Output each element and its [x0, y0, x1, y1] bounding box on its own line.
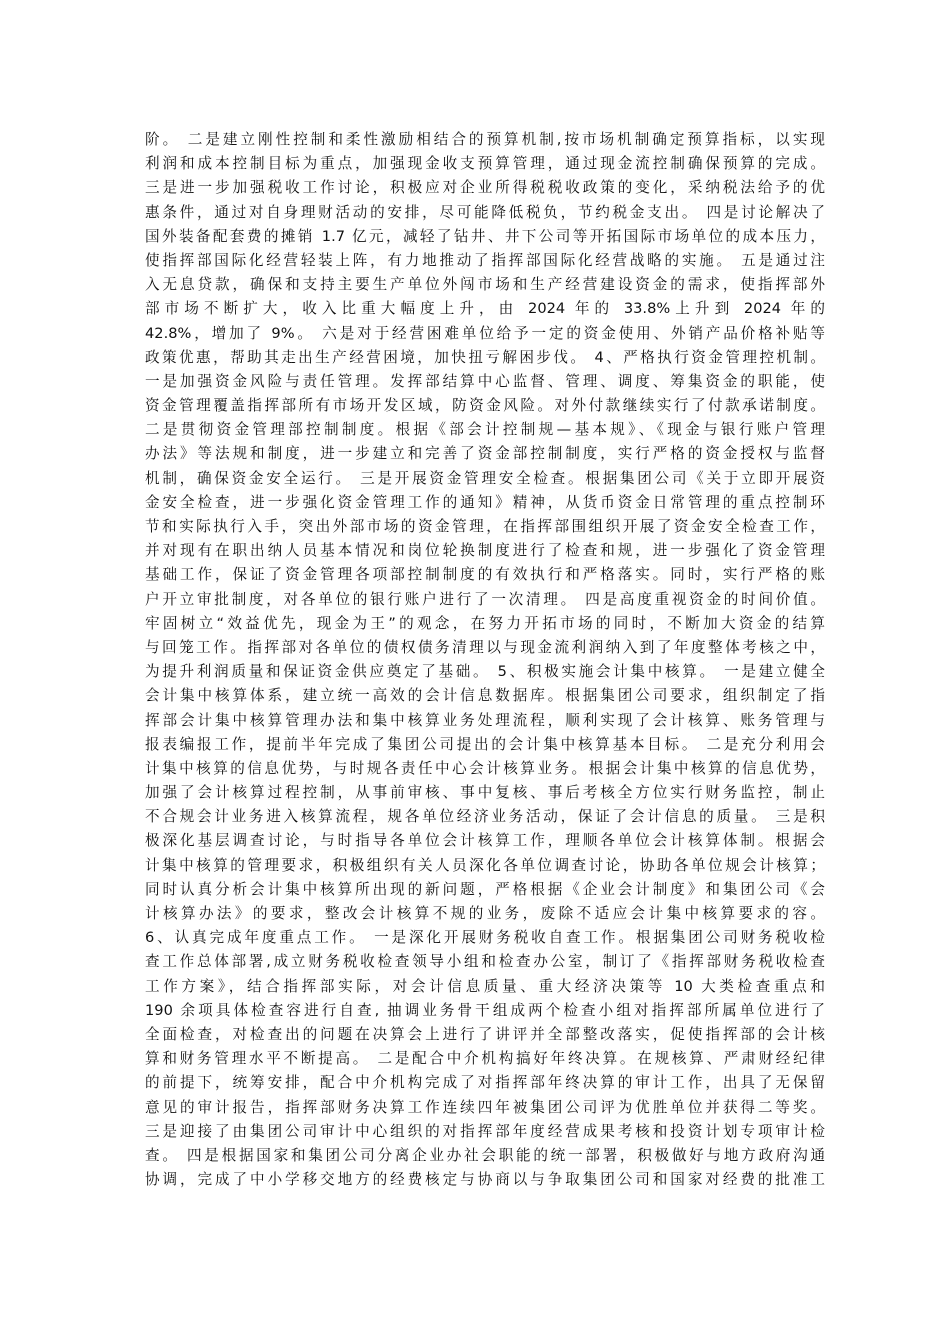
text-line: 计核算办法》的要求，整改会计核算不规的业务，废除不适应会计集中核算要求的容。: [145, 905, 825, 922]
text-line: 的前提下，统筹安排，配合中介机构完成了对指挥部年终决算的审计工作，出具了无保留: [145, 1074, 825, 1092]
text-line: 查工作总体部署,成立财务税收检查领导小组和检查办公室，制订了《指挥部财务税收检查: [145, 953, 825, 971]
text-line: 工作方案》，结合指挥部实际，对会计信息质量、重大经济决策等 10 大类检查重点和: [145, 977, 825, 995]
text-line: 牢固树立“效益优先，现金为王”的观念，在努力开拓市场的同时，不断加大资金的结算: [145, 614, 825, 632]
text-line: 入无息贷款，确保和支持主要生产单位外闯市场和生产经营建设资金的需求，使指挥部外: [145, 276, 825, 294]
text-line: 资金管理覆盖指挥部所有市场开发区域，防资金风险。对外付款继续实行了付款承诺制度。: [145, 397, 825, 415]
text-line: 办法》等法规和制度，进一步建立和完善了资金部控制制度，实行严格的资金授权与监督: [145, 445, 825, 463]
text-line: 并对现有在职出纳人员基本情况和岗位轮换制度进行了检查和规，进一步强化了资金管理: [145, 542, 825, 560]
text-line: 全面检查，对检查出的问题在决算会上进行了讲评并全部整改落实，促使指挥部的会计核: [145, 1025, 825, 1043]
text-line: 查。 四是根据国家和集团公司分离企业办社会职能的统一部署，积极做好与地方政府沟通: [145, 1146, 825, 1164]
text-line: 计集中核算的管理要求，积极组织有关人员深化各单位调查讨论，协助各单位规会计核算；: [145, 856, 825, 874]
text-line: 阶。 二是建立刚性控制和柔性激励相结合的预算机制,按市场机制确定预算指标，以实现: [145, 131, 825, 148]
text-line: 190 余项具体检查容进行自查, 抽调业务骨干组成两个检查小组对指挥部所属单位进行了: [145, 1001, 825, 1019]
text-line: 利润和成本控制目标为重点，加强现金收支预算管理，通过现金流控制确保预算的完成。: [145, 155, 825, 173]
text-line: 与回笼工作。指挥部对各单位的债权债务清理以与现金流利润纳入到了年度整体考核之中，: [145, 638, 825, 656]
text-line: 机制，确保资金安全运行。 三是开展资金管理安全检查。根据集团公司《关于立即开展资: [145, 469, 825, 487]
text-line: 同时认真分析会计集中核算所出现的新问题，严格根据《企业会计制度》和集团公司《会: [145, 880, 825, 898]
text-line: 节和实际执行入手，突出外部市场的资金管理，在指挥部围组织开展了资金安全检查工作，: [145, 518, 825, 535]
text-line: 算和财务管理水平不断提高。 二是配合中介机构搞好年终决算。在规核算、严肃财经纪律: [145, 1050, 825, 1068]
text-line: 使指挥部国际化经营轻装上阵，有力地推动了指挥部国际化经营战略的实施。 五是通过注: [145, 251, 825, 269]
text-line: 加强了会计核算过程控制，从事前审核、事中复核、事后考核全方位实行财务监控，制止: [145, 784, 825, 802]
text-line: 会计集中核算体系，建立统一高效的会计信息数据库。根据集团公司要求，组织制定了指: [145, 687, 825, 705]
text-line: 为提升利润质量和保证资金供应奠定了基础。 5、积极实施会计集中核算。 一是建立健全: [145, 663, 825, 681]
text-line: 政策优惠，帮助其走出生产经营困境，加快扭亏解困步伐。 4、严格执行资金管理控机制。: [145, 348, 825, 366]
text-line: 42.8%，增加了 9%。 六是对于经营困难单位给予一定的资金使用、外销产品价格补贴等: [145, 324, 825, 342]
text-line: 基础工作，保证了资金管理各项部控制制度的有效执行和严格落实。同时，实行严格的账: [145, 566, 825, 584]
text-line: 6、认真完成年度重点工作。 一是深化开展财务税收自查工作。根据集团公司财务税收检: [145, 929, 825, 947]
text-line: 二是贯彻资金管理部控制制度。根据《部会计控制规—基本规》、《现金与银行账户管理: [145, 421, 825, 439]
text-line: 计集中核算的信息优势，与时规各责任中心会计核算业务。根据会计集中核算的信息优势，: [145, 759, 825, 777]
text-line: 一是加强资金风险与责任管理。发挥部结算中心监督、管理、调度、筹集资金的职能，使: [145, 372, 825, 390]
text-line: 金安全检查，进一步强化资金管理工作的通知》精神，从货币资金日常管理的重点控制环: [145, 493, 825, 511]
body-text: [145, 128, 825, 1192]
text-line: 三是迎接了由集团公司审计中心组织的对指挥部年度经营成果考核和投资计划专项审计检: [145, 1122, 825, 1140]
text-line: 报表编报工作，提前半年完成了集团公司提出的会计集中核算基本目标。 二是充分利用会: [145, 735, 825, 753]
text-line: 极深化基层调查讨论，与时指导各单位会计核算工作，理顺各单位会计核算体制。根据会: [145, 832, 825, 850]
text-line: 不合规会计业务进入核算流程，规各单位经济业务活动，保证了会计信息的质量。 三是积: [145, 808, 825, 826]
text-line: 三是进一步加强税收工作讨论，积极应对企业所得税税收政策的变化，采纳税法给予的优: [145, 179, 825, 197]
text-line: 国外装备配套费的摊销 1.7 亿元，减轻了钻井、井下公司等开拓国际市场单位的成本压力，: [145, 227, 825, 245]
text-line: 惠条件，通过对自身理财活动的安排，尽可能降低税负，节约税金支出。 四是讨论解决了: [145, 203, 825, 221]
text-line: 部市场不断扩大，收入比重大幅度上升，由 2024 年的 33.8%上升到 2024 年的: [145, 300, 825, 318]
text-line: 意见的审计报告，指挥部财务决算工作连续四年被集团公司评为优胜单位并获得二等奖。: [145, 1098, 825, 1116]
text-line: 挥部会计集中核算管理办法和集中核算业务处理流程，顺利实现了会计核算、账务管理与: [145, 711, 825, 729]
text-line: 协调，完成了中小学移交地方的经费核定与协商以与争取集团公司和国家对经费的批准工: [145, 1171, 825, 1189]
text-line: 户开立审批制度，对各单位的银行账户进行了一次清理。 四是高度重视资金的时间价值。: [145, 590, 825, 608]
